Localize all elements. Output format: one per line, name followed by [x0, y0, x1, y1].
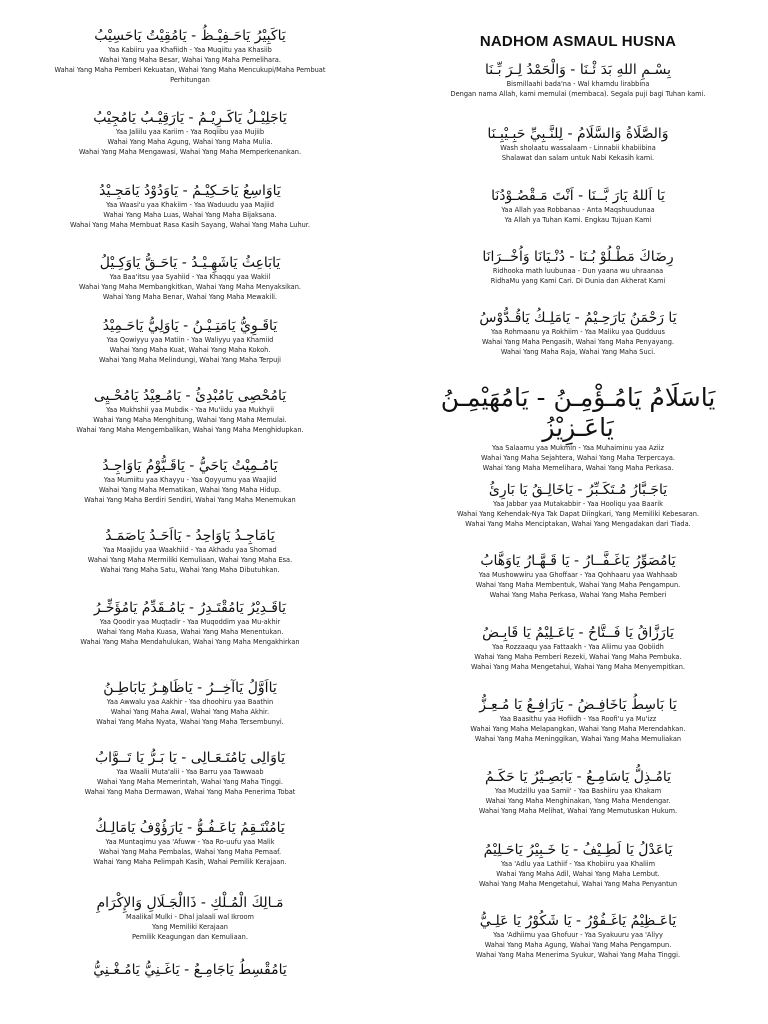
- translation-line: Yaa 'Adlu yaa Lathiif - Yaa Khobiiru yaa Khaliim: [500, 859, 656, 868]
- translation-block: [0, 405, 380, 436]
- translation-line: Wahai Yang Maha Pengasih, Wahai Yang Maha Penyayang.: [481, 338, 675, 347]
- verse-entry: [0, 110, 380, 157]
- verse-entry: [388, 482, 768, 529]
- verse-entry: [0, 820, 380, 867]
- page-title: NADHOM ASMAUL HUSNA: [479, 33, 677, 50]
- translation-line: Wahai Yang Maha Melapangkan, Wahai Yang Maha Merendahkan.: [470, 725, 686, 734]
- translation-line: Ya Allah ya Tuhan Kami. Engkau Tujuan Kami: [504, 216, 652, 225]
- translation-line: Wahai Yang Maha Satu, Wahai Yang Maha Dibutuhkan.: [100, 566, 280, 575]
- arabic-verse: بِسْـمِ اللهِ بَدَ ئْـنَا - وَالْحَمْدُ لِـرَ بِّـنَا: [484, 62, 671, 78]
- translation-line: Wahai Yang Maha Luas, Wahai Yang Maha Bijaksana.: [103, 211, 277, 220]
- translation-line: Yaa Mushowwiru yaa Ghoffaar - Yaa Qohhaaru yaa Wahhaab: [478, 570, 678, 579]
- translation-line: Wahai Yang Maha Memerintah, Wahai Yang Maha Tinggi.: [97, 778, 283, 787]
- translation-line: Yaa Rohmaanu ya Rokhiim - Yaa Maliku yaa Qudduus: [491, 327, 665, 336]
- translation-line: Wahai Yang Maha Pembalas, Wahai Yang Maha Pemaaf.: [98, 848, 282, 857]
- translation-block: [388, 327, 768, 358]
- translation-line: Wahai Yang Maha Agung, Wahai Yang Maha Mulia.: [107, 138, 273, 147]
- translation-line: Wahai Yang Maha Memelihara, Wahai Yang Maha Perkasa.: [482, 464, 674, 473]
- translation-line: Wahai Yang Maha Pemberi Kekuatan, Wahai Yang Maha Mencukupi/Maha Pembuat: [54, 66, 326, 75]
- translation-line: Yaa Awwalu yaa Aakhir - Yaa dhoohiru yaa Baathin: [106, 697, 274, 706]
- verse-entry: [0, 750, 380, 797]
- translation-block: [0, 767, 380, 798]
- verse-entry: [388, 769, 768, 816]
- arabic-verse: مَـالِكَ الْمُـلْكِ - ذَاالْجَـلَالِ وَالإِكْرَامِ: [96, 895, 284, 911]
- translation-block: [388, 79, 768, 99]
- verse-entry: [0, 28, 380, 86]
- arabic-verse: رِضَاكَ مَطْـلُوْ بُـنَا - دُنْـيَانَا وَاُخْــرَانَا: [482, 249, 674, 265]
- verse-entry: [0, 895, 380, 942]
- translation-block: [388, 205, 768, 225]
- translation-line: Maalikal Mulki - Dhal jalaali wal Ikroom: [126, 912, 254, 921]
- translation-line: Wahai Yang Maha Melindungi, Wahai Yang Maha Terpuji: [99, 356, 281, 365]
- translation-line: Yaa 'Adhiimu yaa Ghofuur - Yaa Syakuuru yaa 'Aliyy: [493, 930, 663, 939]
- translation-line: Wahai Yang Maha Sejahtera, Wahai Yang Maha Terpercaya.: [481, 454, 675, 463]
- verse-entry: [0, 318, 380, 365]
- translation-line: Yaa Mudzillu yaa Samii' - Yaa Bashiiru yaa Khakam: [494, 786, 662, 795]
- translation-line: Wahai Yang Maha Mengawasi, Wahai Yang Maha Memperkenankan.: [78, 148, 302, 157]
- verse-entry: [0, 962, 380, 979]
- translation-line: Wahai Yang Maha Kuat, Wahai Yang Maha Kokoh.: [109, 346, 271, 355]
- translation-block: [388, 714, 768, 745]
- arabic-verse: يَاقَـدِيْرُ يَامُقْتَـدِرُ - يَامُـقَدِّمُ يَامُؤَخِّـرُ: [93, 600, 287, 616]
- translation-line: Wahai Yang Maha Mengetahui, Wahai Yang Maha Menyempitkan.: [470, 663, 685, 672]
- verse-entry: [388, 553, 768, 600]
- translation-block: [388, 499, 768, 530]
- verse-entry: [0, 528, 380, 575]
- translation-line: Wash sholaatu wassalaam - Linnabii khabiibina: [500, 143, 656, 152]
- translation-line: Wahai Yang Maha Adil, Wahai Yang Maha Lembut.: [496, 870, 660, 879]
- arabic-verse: يَامُنْتَـقِمُ يَاعَـفُـوُّ - يَارَؤُوْفُ يَامَالِـكُ: [95, 820, 285, 836]
- translation-line: Wahai Yang Maha Berdiri Sendiri, Wahai Yang Maha Menemukan: [84, 496, 296, 505]
- translation-line: Wahai Yang Kehendak-Nya Tak Dapat Diingkari, Yang Memiliki Kebesaran.: [456, 510, 700, 519]
- verse-entry: [0, 680, 380, 727]
- translation-line: Ridhooka math luubunaa - Dun yaana wu uhraanaa: [492, 266, 664, 275]
- verse-entry: [0, 458, 380, 505]
- translation-block: [388, 443, 768, 474]
- verse-entry: [388, 310, 768, 357]
- translation-block: [0, 545, 380, 576]
- translation-line: Wahai Yang Maha Raja, Wahai Yang Maha Suci.: [500, 348, 656, 357]
- translation-line: Yaa Qowiyyu yaa Matiin - Yaa Waliyyu yaa Khamiid: [106, 335, 274, 344]
- arabic-verse: يَاكَبِيْرُ يَاحَـفِيْـظُ - يَامُقِيْتُ يَاحَسِيْبُ: [94, 28, 286, 44]
- translation-block: [0, 697, 380, 728]
- translation-block: [0, 475, 380, 506]
- verse-entry: [388, 625, 768, 672]
- translation-block: [0, 912, 380, 943]
- translation-line: Yaa Muntaqimu yaa 'Afuww - Yaa Ro-uufu yaa Malik: [105, 837, 275, 846]
- translation-line: Yaa Jabbar yaa Mutakabbir - Yaa Hooliqu yaa Baarik: [493, 499, 663, 508]
- translation-line: Yaa Baa'itsu yaa Syahiid - Yaa Khaqqu yaa Wakiil: [109, 272, 271, 281]
- verse-entry: [388, 842, 768, 889]
- arabic-verse: يَامُقْسِطُ يَاجَامِـعُ - يَاغَـنِيُّ يَامُـغْـنِيُّ: [93, 962, 287, 978]
- verse-entry: [388, 913, 768, 960]
- translation-line: Wahai Yang Maha Melihat, Wahai Yang Memutuskan Hukum.: [478, 807, 678, 816]
- verse-entry: [388, 383, 768, 474]
- arabic-verse: يَاجَـبَّارُ مُـتَكَـبِّرُ - يَاخَالِـقُ يَا بَارِئُ: [488, 482, 668, 498]
- translation-line: Wahai Yang Maha Membangkitkan, Wahai Yang Maha Menyaksikan.: [79, 283, 301, 292]
- verse-entry: [0, 183, 380, 230]
- translation-block: [0, 335, 380, 366]
- translation-line: Wahai Yang Maha Kuasa, Wahai Yang Maha Menentukan.: [96, 628, 284, 637]
- arabic-verse: يَاقَـوِيُّ يَامَتِـيْـنُ - يَاوَلِيُّ يَاحَـمِيْدُ: [102, 318, 278, 334]
- translation-block: [0, 45, 380, 86]
- translation-line: Yaa Kabiiru yaa Khafiidh - Yaa Muqiitu yaa Khasiib: [108, 45, 272, 54]
- translation-block: [388, 143, 768, 163]
- verse-entry: [0, 600, 380, 647]
- translation-line: Wahai Yang Maha Membuat Rasa Kasih Sayang, Wahai Yang Maha Luhur.: [69, 221, 311, 230]
- translation-line: Wahai Yang Maha Agung, Wahai Yang Maha Pengampun.: [484, 941, 672, 950]
- translation-line: Wahai Yang Maha Menerima Syukur, Wahai Yang Maha Tinggi.: [475, 951, 681, 960]
- verse-entry: [388, 62, 768, 99]
- translation-line: Wahai Yang Maha Mematikan, Wahai Yang Maha Hidup.: [98, 486, 282, 495]
- translation-line: Wahai Yang Maha Menciptakan, Wahai Yang Mengadakan dari Tiada.: [465, 520, 691, 529]
- translation-line: Wahai Yang Maha Awal, Wahai Yang Maha Akhir.: [110, 708, 270, 717]
- translation-block: [388, 859, 768, 890]
- verse-entry: [388, 188, 768, 225]
- verse-entry: [0, 255, 380, 302]
- arabic-verse: يَاجَلِيْـلُ يَاكَـرِيْـمُ - يَارَقِيْـبُ يَامُجِيْبُ: [93, 110, 287, 126]
- translation-line: Pemilik Keagungan dan Kemuliaan.: [132, 933, 248, 942]
- translation-line: Wahai Yang Maha Pemberi Rezeki, Wahai Yang Maha Pembuka.: [474, 653, 682, 662]
- translation-line: Wahai Yang Maha Menghinakan, Yang Maha Mendengar.: [485, 797, 671, 806]
- translation-block: [0, 837, 380, 868]
- translation-line: Perhitungan: [170, 76, 210, 85]
- arabic-verse: يَابَاعِثُ يَاشَهِـيْـدُ - يَاحَـقُّ يَاوَكِـيْلُ: [99, 255, 281, 271]
- translation-line: Yaa Qoodir yaa Muqtadir - Yaa Muqoddim yaa Mu-akhir: [99, 617, 281, 626]
- arabic-verse: يَا رَحْمَنُ يَارَحِـيْمُ - يَامَلِـكُ يَاقُـدُّوْسُ: [479, 310, 677, 326]
- translation-block: [0, 617, 380, 648]
- verse-entry: [388, 697, 768, 744]
- translation-line: Yaa Waasi'u yaa Khakiim - Yaa Waduudu yaa Majiid: [106, 200, 274, 209]
- arabic-verse: يَاوَاسِعُ يَاحَـكِيْـمُ - يَاوَدُوْدُ يَامَجِـيْدُ: [99, 183, 281, 199]
- arabic-verse: يَامُصَوِّرُ يَاغَـفَّــارُ - يَا قَـهَّـارُ يَاوَهَّابُ: [480, 553, 676, 569]
- translation-line: Yaa Waalii Muta'alii - Yaa Barru yaa Tawwaab: [116, 767, 264, 776]
- translation-block: [388, 930, 768, 961]
- arabic-verse: يَامُحْصِى يَامُبْدِئُ - يَامُـعِيْدُ يَامُحْـيِى: [93, 388, 287, 404]
- translation-line: Dengan nama Allah, kami memulai (membaca). Segala puji bagi Tuhan kami.: [450, 90, 706, 99]
- translation-line: Wahai Yang Maha Nyata, Wahai Yang Maha Tersembunyi.: [96, 718, 284, 727]
- translation-block: [388, 266, 768, 286]
- translation-line: Yaa Baasithu yaa Hofiidh - Yaa Roofi'u ya Mu'izz: [499, 714, 657, 723]
- translation-line: Wahai Yang Maha Dermawan, Wahai Yang Maha Penerima Tobat: [84, 788, 296, 797]
- arabic-verse: يَامَاجِـدُ يَاوَاحِدُ - يَااَحَـدُ يَاصَمَـدُ: [105, 528, 275, 544]
- translation-line: Bismillaahi bada'na - Wal khamdu lirabbina: [506, 79, 650, 88]
- translation-line: Shalawat dan salam untuk Nabi Kekasih kami.: [501, 154, 655, 163]
- translation-line: Wahai Yang Maha Perkasa, Wahai Yang Maha Pemberi: [489, 591, 667, 600]
- translation-line: Yaa Allah yaa Robbanaa - Anta Maqshuudunaa: [501, 205, 655, 214]
- translation-line: Yaa Salaamu yaa Mukmin - Yaa Muhaiminu yaa Aziiz: [491, 444, 664, 452]
- arabic-verse: يَا اَللهُ يَارَ بَّــنَا - اَنْتَ مَـقْصُـوْدُنَا: [491, 188, 665, 204]
- translation-line: Wahai Yang Maha Mendahulukan, Wahai Yang Maha Mengakhirkan: [80, 638, 300, 647]
- verse-entry: [388, 249, 768, 286]
- translation-line: Wahai Yang Maha Mengetahui, Wahai Yang Maha Penyantun: [478, 880, 678, 889]
- translation-block: [388, 642, 768, 673]
- arabic-verse: يَاعَـظِيْمُ يَاغَـفُوْرُ - يَا شَكُوْرُ يَا عَلِـيُّ: [479, 913, 677, 929]
- arabic-verse: يَامُـمِيْتُ يَاحَيُّ - يَاقَـيُّوْمُ يَاوَاجِـدُ: [102, 458, 278, 474]
- translation-line: Wahai Yang Maha Mermiliki Kemuliaan, Wahai Yang Maha Esa.: [87, 556, 293, 565]
- arabic-verse: يَاعَدْلُ يَا لَطِـيْفُ - يَا خَـبِيْرُ يَاحَـلِيْمُ: [483, 842, 673, 858]
- translation-block: [388, 570, 768, 601]
- arabic-verse: يَامُـذِلُّ يَاسَامِـعُ - يَابَصِـيْرُ يَا حَكَـمُ: [484, 769, 671, 785]
- translation-block: [388, 786, 768, 817]
- translation-line: Wahai Yang Maha Meninggikan, Wahai Yang Maha Memuliakan: [474, 735, 682, 744]
- translation-line: Yang Memiliki Kerajaan: [152, 923, 228, 932]
- arabic-verse: وَالصَّلَاةُ وَالسَّلَامُ - لِلنَّـبِيِّ حَبِـيْبِـنَا: [487, 126, 669, 142]
- verse-entry: [0, 388, 380, 435]
- translation-line: Wahai Yang Maha Benar, Wahai Yang Maha Mewakili.: [102, 293, 278, 302]
- translation-line: Wahai Yang Maha Mengembalikan, Wahai Yang Maha Menghidupkan.: [76, 426, 304, 435]
- translation-line: Wahai Yang Maha Pelimpah Kasih, Wahai Pemilik Kerajaan.: [93, 858, 287, 867]
- verse-entry: [388, 126, 768, 163]
- translation-line: Wahai Yang Maha Membentuk, Wahai Yang Maha Pengampun.: [475, 581, 681, 590]
- arabic-verse: يَاوَالِى يَامُتَـعَـالِى - يَا بَـرُّ يَا تَــوَّابُ: [95, 750, 285, 766]
- translation-block: [0, 200, 380, 231]
- arabic-verse: يَا بَاسِطُ يَاخَافِـضُ - يَارَافِـعُ يَا مُـعِـزُّ: [479, 697, 677, 713]
- translation-block: [0, 127, 380, 158]
- translation-line: Yaa Mumiitu yaa Khayyu - Yaa Qoyyumu yaa Waajiid: [103, 475, 277, 484]
- translation-line: RidhaMu yang Kami Cari. Di Dunia dan Akherat Kami: [490, 277, 666, 286]
- translation-line: Yaa Maajidu yaa Waakhiid - Yaa Akhadu yaa Shomad: [103, 545, 277, 554]
- translation-line: Yaa Jaliilu yaa Kariim - Yaa Roqiibu yaa Mujiib: [115, 127, 265, 136]
- translation-line: Yaa Rozzaaqu yaa Fattaakh - Yaa Aliimu yaa Qobiidh: [492, 642, 664, 651]
- arabic-verse: يَارَزَّاقُ يَا فَــتَّاحُ - يَاعَـلِيْمُ يَا قَابِـضُ: [482, 625, 674, 641]
- translation-line: Wahai Yang Maha Menghitung, Wahai Yang Maha Memulai.: [93, 416, 287, 425]
- translation-line: Wahai Yang Maha Besar, Wahai Yang Maha Pemelihara.: [99, 56, 281, 65]
- translation-block: [0, 272, 380, 303]
- arabic-verse: يَاسَلَامُ يَامُـؤْمِـنُ - يَامُهَيْمِـنُ يَاعَـزِيْزُ: [440, 383, 716, 442]
- arabic-verse: يَااَوَّلُ يَاآخِــرُ - يَاظَاهِـرُ يَابَاطِـنُ: [103, 680, 277, 696]
- translation-line: Yaa Mukhshii yaa Mubdiк - Yaa Mu'iidu yaa Mukhyii: [106, 405, 274, 414]
